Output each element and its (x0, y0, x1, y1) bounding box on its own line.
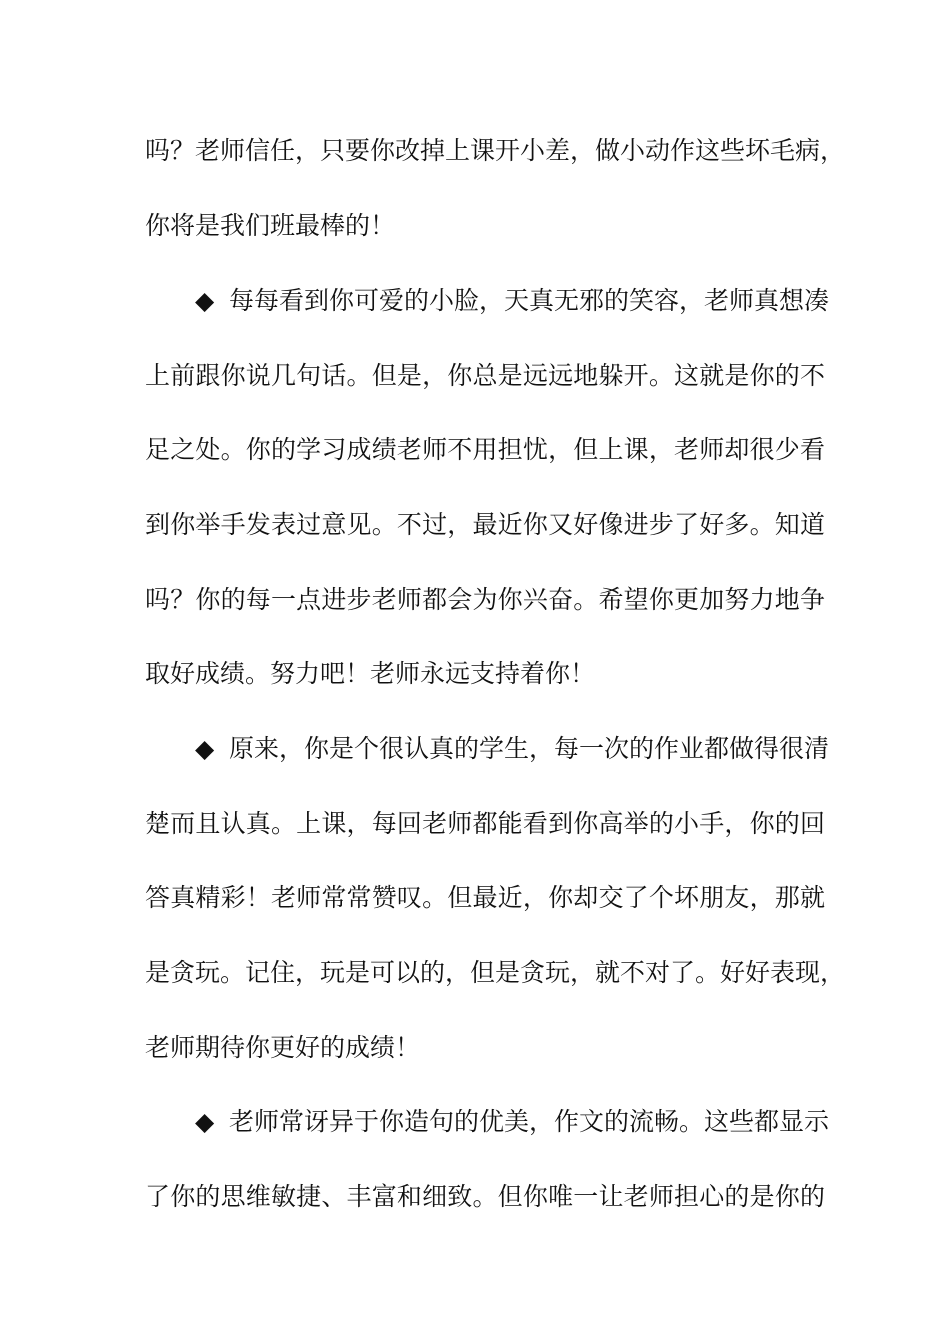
paragraph-line: 你将是我们班最棒的！ (145, 211, 396, 240)
paragraph-line: 到你举手发表过意见。不过，最近你又好像进步了好多。知道 (145, 510, 825, 539)
bullet-paragraph-first-line (195, 281, 830, 321)
paragraph-text: 每每看到你可爱的小脸，天真无邪的笑容，老师真想凑 (229, 286, 830, 315)
paragraph-text: 老师常讶异于你造句的优美，作文的流畅。这些都显示 (229, 1107, 830, 1136)
paragraph-line: 楚而且认真。上课，每回老师都能看到你高举的小手，你的回 (145, 809, 825, 838)
diamond-bullet-icon: ◆ (195, 734, 215, 763)
paragraph-line: 是贪玩。记住，玩是可以的，但是贪玩，就不对了。好好表现， (145, 958, 846, 987)
bullet-paragraph-first-line (195, 729, 830, 769)
diamond-bullet-icon: ◆ (195, 286, 215, 315)
paragraph-line: 上前跟你说几句话。但是，你总是远远地躲开。这就是你的不 (145, 361, 825, 390)
paragraph-line: 取好成绩。努力吧！老师永远支持着你！ (145, 659, 596, 688)
paragraph-line: 足之处。你的学习成绩老师不用担忧，但上课，老师却很少看 (145, 435, 825, 464)
diamond-bullet-icon: ◆ (195, 1107, 215, 1136)
paragraph-line: 吗？你的每一点进步老师都会为你兴奋。希望你更加努力地争 (145, 585, 825, 614)
paragraph-line: 了你的思维敏捷、丰富和细致。但你唯一让老师担心的是你的 (145, 1182, 825, 1211)
bullet-paragraph-first-line (195, 1102, 830, 1142)
paragraph-line: 老师期待你更好的成绩！ (145, 1033, 421, 1062)
paragraph-line: 吗？老师信任，只要你改掉上课开小差，做小动作这些坏毛病， (145, 136, 846, 165)
paragraph-text: 原来，你是个很认真的学生，每一次的作业都做得很清 (229, 734, 830, 763)
paragraph-line: 答真精彩！老师常常赞叹。但最近，你却交了个坏朋友，那就 (145, 883, 825, 912)
